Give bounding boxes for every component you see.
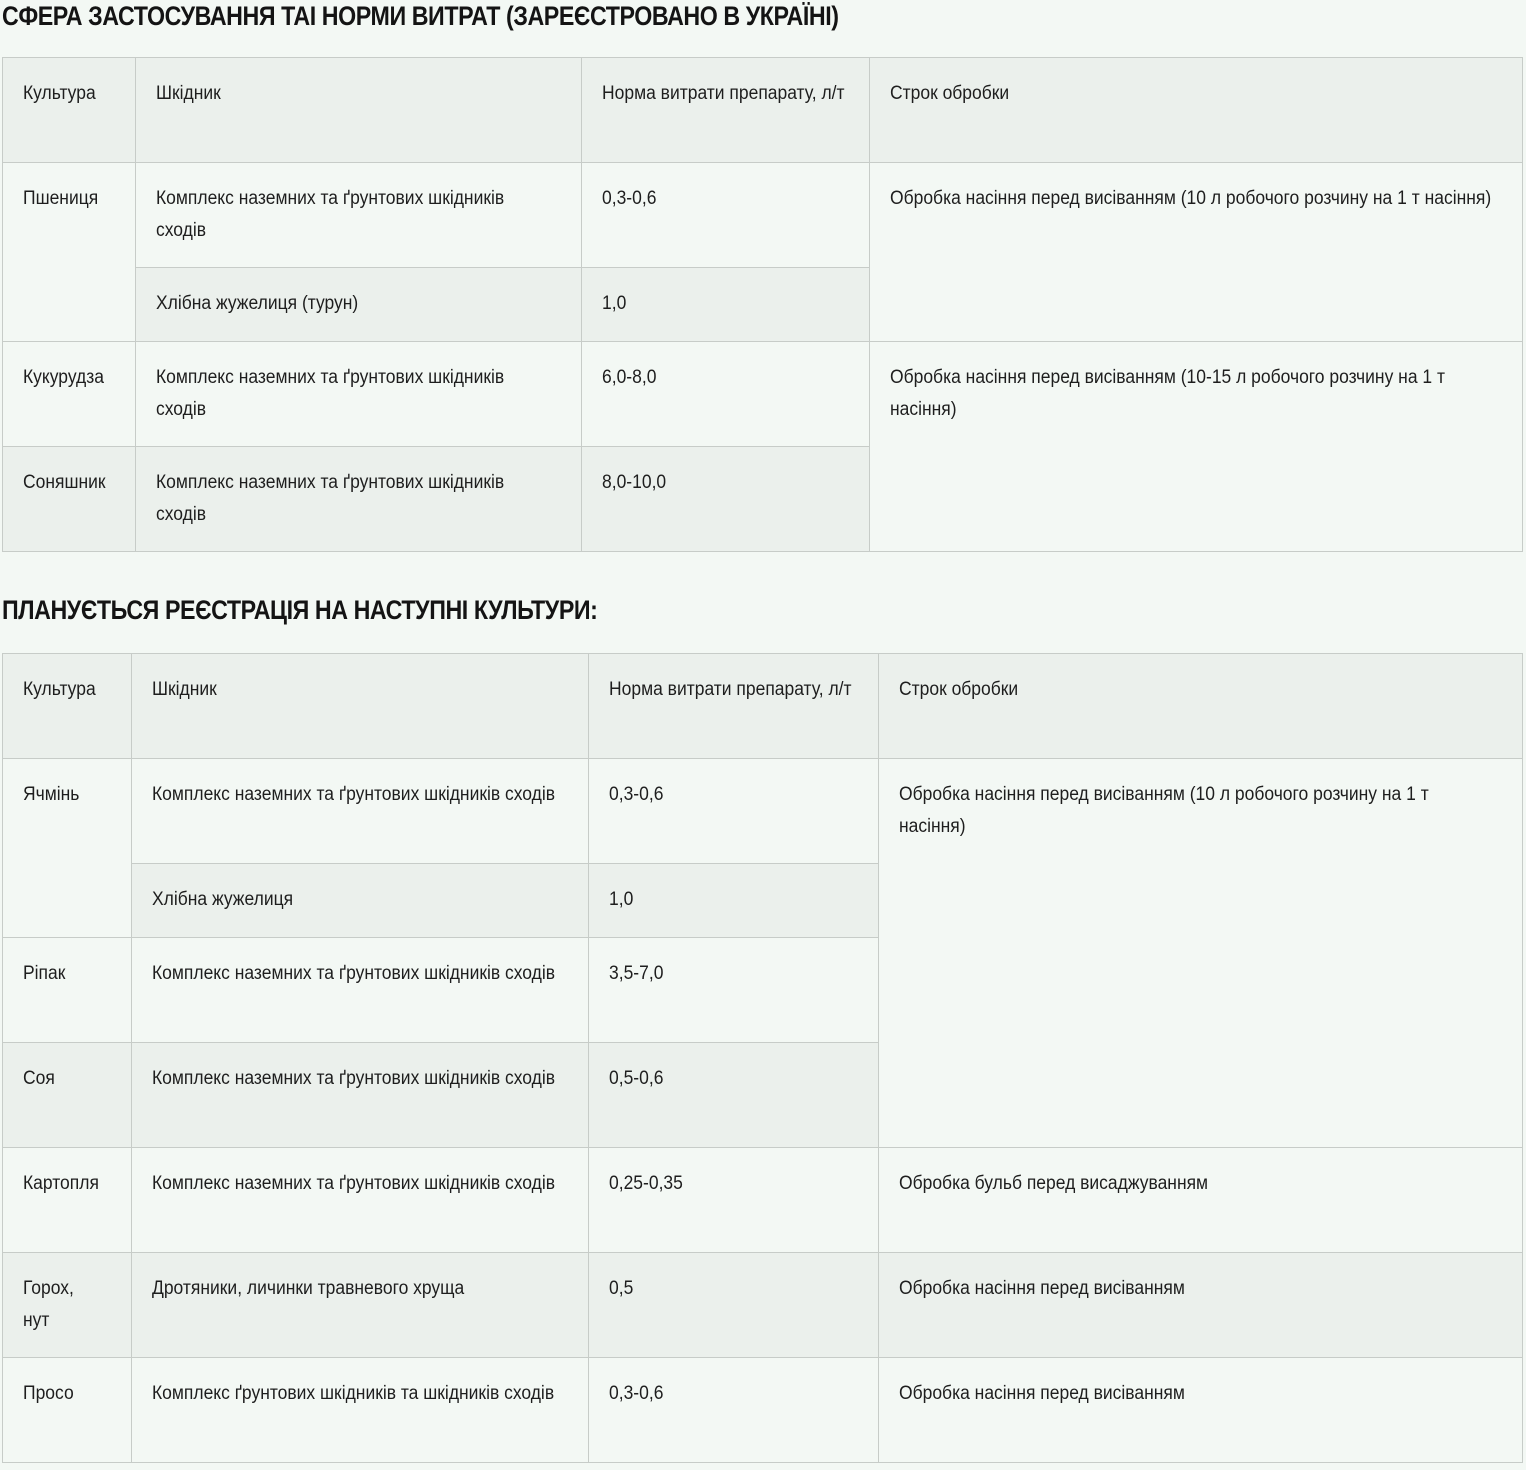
- rate-cell: 0,5-0,6: [589, 1043, 879, 1148]
- rate-cell: 0,5: [589, 1253, 879, 1358]
- pest-cell: Комплекс наземних та ґрунтових шкідників сходів: [132, 1043, 589, 1148]
- crop-cell: Кукурудза: [3, 342, 136, 447]
- header-rate: Норма витрати препарату, л/т: [589, 654, 879, 759]
- timing-cell: Обробка бульб перед висаджуванням: [879, 1148, 1523, 1253]
- rate-cell: 0,25-0,35: [589, 1148, 879, 1253]
- registered-table: [2, 57, 1523, 552]
- crop-cell: Пшениця: [3, 163, 136, 342]
- table-header-row: [3, 654, 1523, 759]
- table-row: [3, 1358, 1523, 1463]
- header-crop: Культура: [3, 58, 136, 163]
- table-header-row: [3, 58, 1523, 163]
- crop-cell: Ріпак: [3, 938, 132, 1043]
- crop-cell: Соя: [3, 1043, 132, 1148]
- pest-cell: Хлібна жужелиця (турун): [136, 268, 582, 342]
- section2-title: ПЛАНУЄТЬСЯ РЕЄСТРАЦІЯ НА НАСТУПНІ КУЛЬТУРИ:: [2, 595, 598, 625]
- pest-cell: Комплекс наземних та ґрунтових шкідників сходів: [136, 163, 582, 268]
- timing-cell: Обробка насіння перед висіванням (10 л робочого розчину на 1 т насіння): [879, 759, 1523, 1148]
- rate-cell: 6,0-8,0: [582, 342, 870, 447]
- pest-cell: Комплекс ґрунтових шкідників та шкідників сходів: [132, 1358, 589, 1463]
- rate-cell: 0,3-0,6: [589, 759, 879, 864]
- pest-cell: Комплекс наземних та ґрунтових шкідників сходів: [132, 1148, 589, 1253]
- rate-cell: 0,3-0,6: [582, 163, 870, 268]
- header-crop: Культура: [3, 654, 132, 759]
- pest-cell: Дротяники, личинки травневого хруща: [132, 1253, 589, 1358]
- rate-cell: 0,3-0,6: [589, 1358, 879, 1463]
- timing-cell: Обробка насіння перед висіванням: [879, 1358, 1523, 1463]
- table-row: [3, 759, 1523, 864]
- rate-cell: 1,0: [582, 268, 870, 342]
- rate-cell: 3,5-7,0: [589, 938, 879, 1043]
- pest-cell: Хлібна жужелиця: [132, 864, 589, 938]
- crop-cell: Ячмінь: [3, 759, 132, 938]
- planned-table: [2, 653, 1523, 1463]
- header-pest: Шкідник: [136, 58, 582, 163]
- pest-cell: Комплекс наземних та ґрунтових шкідників сходів: [136, 342, 582, 447]
- header-timing: Строк обробки: [879, 654, 1523, 759]
- pest-cell: Комплекс наземних та ґрунтових шкідників сходів: [132, 759, 589, 864]
- crop-cell: Горох, нут: [3, 1253, 132, 1358]
- table-row: [3, 1148, 1523, 1253]
- timing-cell: Обробка насіння перед висіванням: [879, 1253, 1523, 1358]
- header-timing: Строк обробки: [870, 58, 1523, 163]
- rate-cell: 8,0-10,0: [582, 447, 870, 552]
- crop-cell: Просо: [3, 1358, 132, 1463]
- table-row: [3, 163, 1523, 268]
- section1-title: СФЕРА ЗАСТОСУВАННЯ ТАІ НОРМИ ВИТРАТ (ЗАРЕЄСТРОВАНО В УКРАЇНІ): [2, 1, 839, 31]
- table-row: [3, 342, 1523, 447]
- crop-cell: Соняшник: [3, 447, 136, 552]
- table-row: [3, 1253, 1523, 1358]
- timing-cell: Обробка насіння перед висіванням (10-15 л робочого розчину на 1 т насіння): [870, 342, 1523, 552]
- crop-cell: Картопля: [3, 1148, 132, 1253]
- pest-cell: Комплекс наземних та ґрунтових шкідників сходів: [132, 938, 589, 1043]
- timing-cell: Обробка насіння перед висіванням (10 л робочого розчину на 1 т насіння): [870, 163, 1523, 342]
- rate-cell: 1,0: [589, 864, 879, 938]
- pest-cell: Комплекс наземних та ґрунтових шкідників сходів: [136, 447, 582, 552]
- header-pest: Шкідник: [132, 654, 589, 759]
- header-rate: Норма витрати препарату, л/т: [582, 58, 870, 163]
